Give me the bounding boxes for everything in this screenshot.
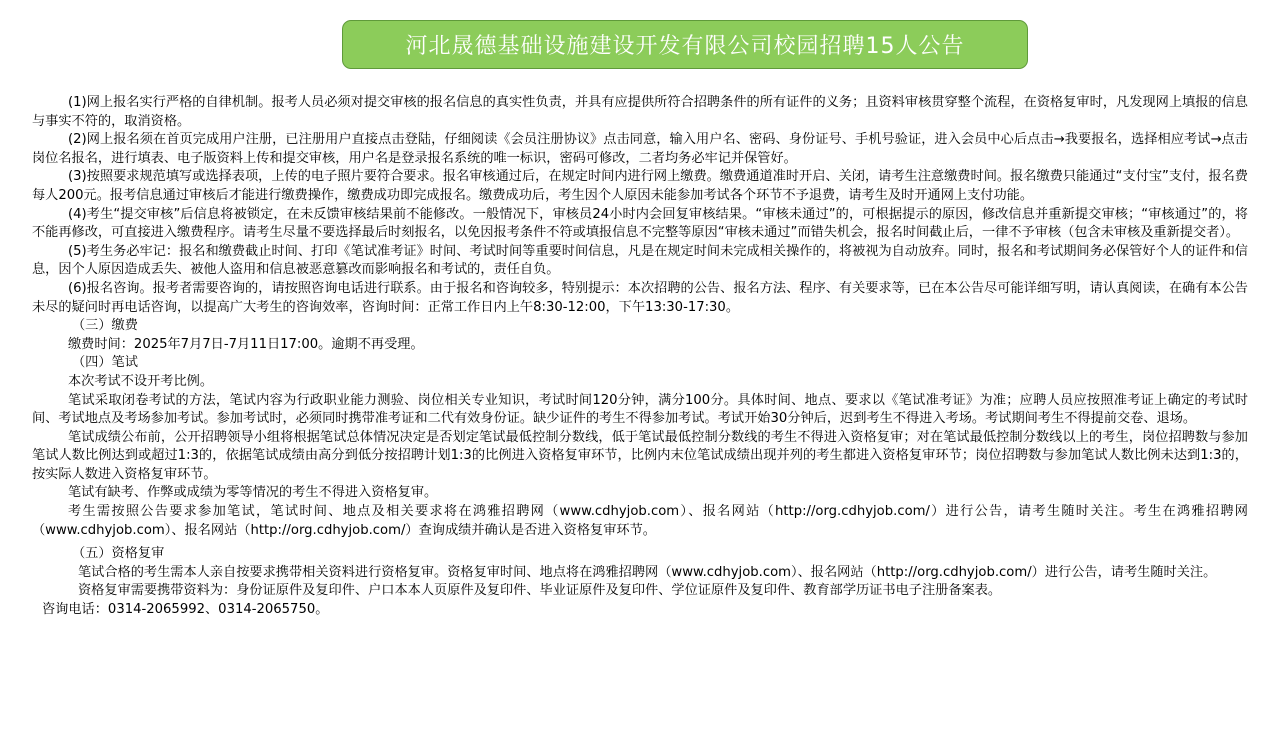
review-paragraph-1: 笔试合格的考生需本人亲自按要求携带相关资料进行资格复审。资格复审时间、地点将在鸿雅招聘网（www.cdhyjob.com）、报名网站（http://org.cdhyjob.com/）进行公告，请考生随时关注。 [78, 564, 1217, 580]
rule-paragraph-5: (5)考生务必牢记：报名和缴费截止时间、打印《笔试准考证》时间、考试时间等重要时间信息，凡是在规定时间未完成相关操作的，将被视为自动放弃。同时，报名和考试期间务必保管好个人的证件和信息，因个人原因造成丢失、被他人盗用和信息被恶意篡改而影响报名和考试的，责任自负。 [32, 243, 1248, 278]
exam-paragraph-1: 笔试采取闭卷考试的方法，笔试内容为行政职业能力测验、岗位相关专业知识，考试时间120分钟，满分100分。具体时间、地点、要求以《笔试准考证》为准；应聘人员应按照准考证上确定的考试时间、考试地点及考场参加考试。参加考试时，必须同时携带准考证和二代有效身份证。缺少证件的考生不得参加考试。考试开始30分钟后，迟到考生不得进入考场。考试期间考生不得提前交卷、退场。 [32, 392, 1248, 427]
fee-text: 缴费时间：2025年7月7日-7月11日17:00。逾期不再受理。 [68, 336, 424, 352]
exam-paragraph-3: 笔试有缺考、作弊或成绩为零等情况的考生不得进入资格复审。 [68, 485, 438, 501]
review-paragraph-2: 资格复审需要携带资料为：身份证原件及复印件、户口本本人页原件及复印件、毕业证原件及复印件、学位证原件及复印件、教育部学历证书电子注册备案表。 [78, 583, 1002, 599]
exam-paragraph-4: 考生需按照公告要求参加笔试，笔试时间、地点及相关要求将在鸿雅招聘网（www.cdhyjob.com）、报名网站（http://org.cdhyjob.com/）进行公告，请考生随时关注。考生在鸿雅招聘网（www.cdhyjob.com）、报名网站（http://org.cdhyjob.com/）查询成绩并确认是否进入资格复审环节。 [32, 504, 1248, 538]
exam-ratio: 本次考试不设开考比例。 [68, 373, 214, 389]
review-heading: （五）资格复审 [72, 546, 165, 562]
page-title-banner [342, 20, 1028, 69]
page-title: 河北晟德基础设施建设开发有限公司校园招聘15人公告 [405, 34, 965, 59]
rule-paragraph-3: (3)按照要求规范填写或选择表项，上传的电子照片要符合要求。报名审核通过后，在规定时间内进行网上缴费。缴费通道准时开启、关闭，请考生注意缴费时间。报名缴费只能通过“支付宝”支付，报名费每人200元。报考信息通过审核后才能进行缴费操作，缴费成功即完成报名。缴费成功后，考生因个人原因未能参加考试各个环节不予退费，请考生及时开通网上支付功能。 [32, 169, 1248, 203]
rule-paragraph-6: (6)报名咨询。报考者需要咨询的，请按照咨询电话进行联系。由于报名和咨询较多，特别提示：本次招聘的公告、报名方法、程序、有关要求等，已在本公告尽可能详细写明，请认真阅读，在确有本公告未尽的疑问时再电话咨询，以提高广大考生的咨询效率，咨询时间：正常工作日内上午8:30-12:00，下午13:30-17:30。 [32, 280, 1248, 315]
contact-phone: 咨询电话：0314-2065992、0314-2065750。 [42, 602, 329, 618]
rule-paragraph-4: (4)考生“提交审核”后信息将被锁定，在未反馈审核结果前不能修改。一般情况下，审核员24小时内会回复审核结果。“审核未通过”的，可根据提示的原因，修改信息并重新提交审核；“审核通过”的，将不能再修改，可直接进入缴费程序。请考生尽量不要选择最后时刻报名，以免因报考条件不符或填报信息不完整等原因“审核未通过”而错失机会，报名时间截止后，一律不予审核（包含未审核及重新提交者）。 [32, 206, 1248, 241]
rule-paragraph-1: (1)网上报名实行严格的自律机制。报考人员必须对提交审核的报名信息的真实性负责，并具有应提供所符合招聘条件的所有证件的义务；且资料审核贯穿整个流程，在资格复审时，凡发现网上填报的信息与事实不符的，取消资格。 [32, 95, 1248, 129]
exam-heading: （四）笔试 [72, 355, 138, 371]
exam-paragraph-2: 笔试成绩公布前，公开招聘领导小组将根据笔试总体情况决定是否划定笔试最低控制分数线，低于笔试最低控制分数线的考生不得进入资格复审；对在笔试最低控制分数线以上的考生，岗位招聘数与参加笔试人数比例达到或超过1:3的，依据笔试成绩由高分到低分按招聘计划1:3的比例进入资格复审环节，比例内末位笔试成绩出现并列的考生都进入资格复审环节；岗位招聘数与参加笔试人数比例未达到1:3的，按实际人数进入资格复审环节。 [32, 429, 1248, 482]
announcement-body [32, 94, 1248, 620]
fee-heading: （三）缴费 [72, 318, 138, 334]
rule-paragraph-2: (2)网上报名须在首页完成用户注册，已注册用户直接点击登陆，仔细阅读《会员注册协议》点击同意，输入用户名、密码、身份证号、手机号验证，进入会员中心后点击→我要报名，选择相应考试→点击岗位名报名，进行填表、电子版资料上传和提交审核，用户名是登录报名系统的唯一标识，密码可修改，二者均务必牢记并保管好。 [32, 132, 1248, 166]
